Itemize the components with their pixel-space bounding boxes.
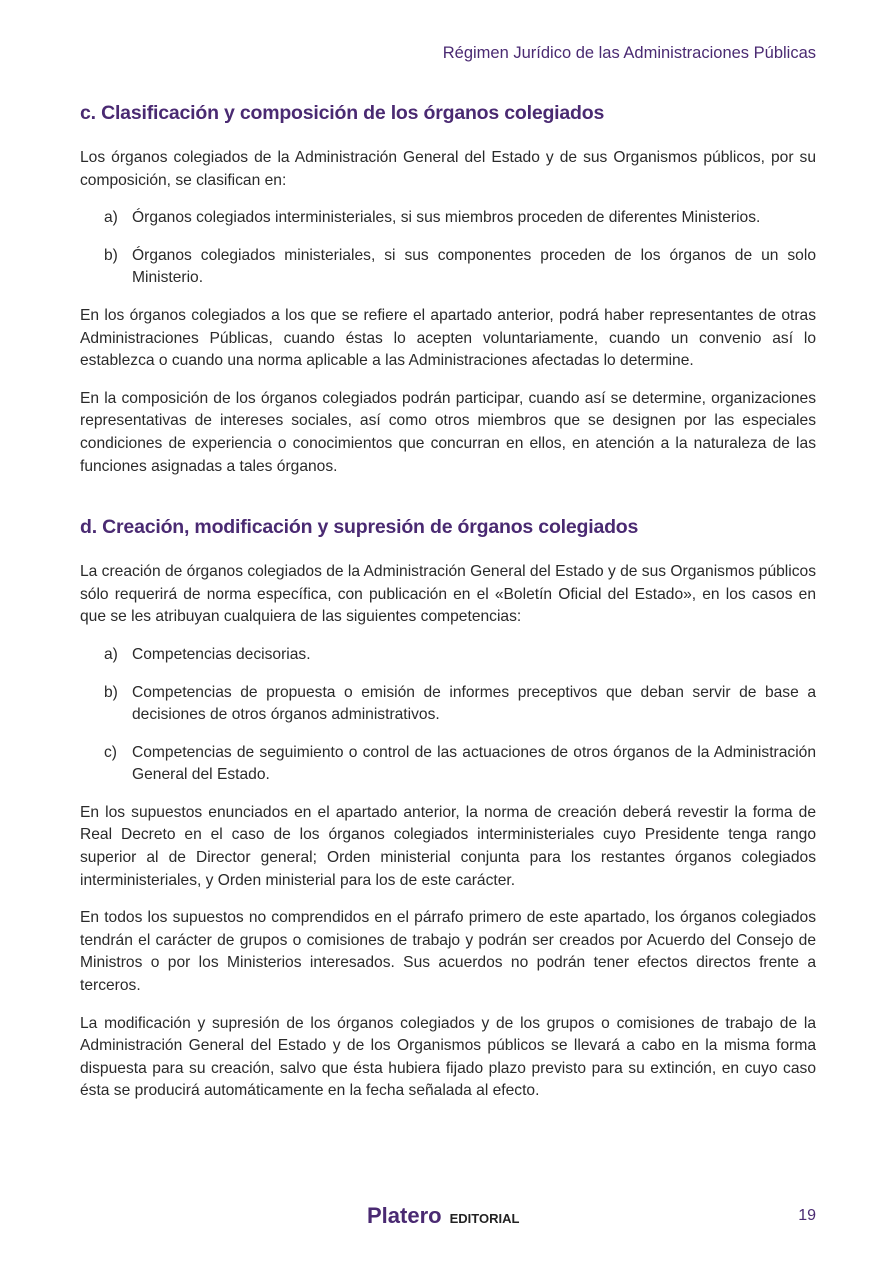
- list-item: [104, 682, 816, 727]
- list-item: [104, 644, 816, 667]
- list-marker: b): [104, 246, 118, 264]
- list-marker: c): [104, 743, 117, 761]
- list-text: Órganos colegiados interministeriales, si sus miembros proceden de diferentes Ministerios.: [132, 209, 761, 227]
- publisher-logo: [367, 1203, 519, 1229]
- paragraph: En todos los supuestos no comprendidos en el párrafo primero de este apartado, los órganos colegiados tendrán el carácter de grupos o comisiones de trabajo y podrán ser creados por Acuerdo del Consejo de Ministros o por los Ministerios interesados. Sus acuerdos no podrán tener efectos directos frente a terceros.: [80, 909, 816, 995]
- list-marker: a): [104, 645, 118, 663]
- brand-name: Platero: [367, 1203, 442, 1228]
- page-content: [80, 100, 816, 1118]
- brand-suffix: EDITORIAL: [449, 1211, 520, 1226]
- section-c-heading: c. Clasificación y composición de los órganos colegiados: [80, 102, 605, 124]
- list-item: [104, 245, 816, 290]
- paragraph: La creación de órganos colegiados de la Administración General del Estado y de sus Organismos públicos sólo requerirá de norma específica, con publicación en el «Boletín Oficial del Estado», en los casos en que se les atribuyan cualquiera de las siguientes competencias:: [80, 563, 816, 626]
- running-header: Régimen Jurídico de las Administraciones Públicas: [442, 44, 816, 62]
- paragraph: En los supuestos enunciados en el apartado anterior, la norma de creación deberá revestir la forma de Real Decreto en el caso de los órganos colegiados interministeriales cuyo Presidente tenga rango superior al de Director general; Orden ministerial conjunta para los restantes órganos colegiados interministeriales, y Orden ministerial para los de este carácter.: [80, 803, 816, 889]
- paragraph: La modificación y supresión de los órganos colegiados y de los grupos o comisiones de trabajo de la Administración General del Estado y de los Organismos públicos se llevará a cabo en la misma forma dispuesta para su creación, salvo que ésta hubiera fijado plazo previsto para su extinción, en cuyo caso ésta se producirá automáticamente en la fecha señalada al efecto.: [80, 1014, 816, 1100]
- list-item: [104, 207, 816, 230]
- list-text: Competencias de propuesta o emisión de informes preceptivos que deban servir de base a decisiones de otros órganos administrativos.: [132, 683, 816, 724]
- list-text: Competencias decisorias.: [132, 645, 311, 663]
- list-text: Competencias de seguimiento o control de las actuaciones de otros órganos de la Administración General del Estado.: [132, 743, 816, 784]
- page-number: 19: [798, 1207, 816, 1224]
- list-item: [104, 742, 816, 787]
- list-marker: a): [104, 209, 118, 227]
- list-text: Órganos colegiados ministeriales, si sus componentes proceden de los órganos de un solo Ministerio.: [132, 246, 816, 287]
- paragraph: Los órganos colegiados de la Administración General del Estado y de sus Organismos públicos, por su composición, se clasifican en:: [80, 149, 816, 189]
- list-marker: b): [104, 683, 118, 701]
- paragraph: En los órganos colegiados a los que se refiere el apartado anterior, podrá haber representantes de otras Administraciones Públicas, cuando éstas lo acepten voluntariamente, cuando un convenio así lo establezca o cuando una norma aplicable a las Administraciones afectadas lo determine.: [80, 306, 816, 370]
- paragraph: En la composición de los órganos colegiados podrán participar, cuando así se determine, organizaciones representativas de intereses sociales, así como otros miembros que se designen por las especiales condiciones de experiencia o conocimientos que concurran en ellos, en atención a la naturaleza de las funciones asignadas a tales órganos.: [80, 389, 816, 475]
- section-d-heading: d. Creación, modificación y supresión de órganos colegiados: [80, 516, 639, 539]
